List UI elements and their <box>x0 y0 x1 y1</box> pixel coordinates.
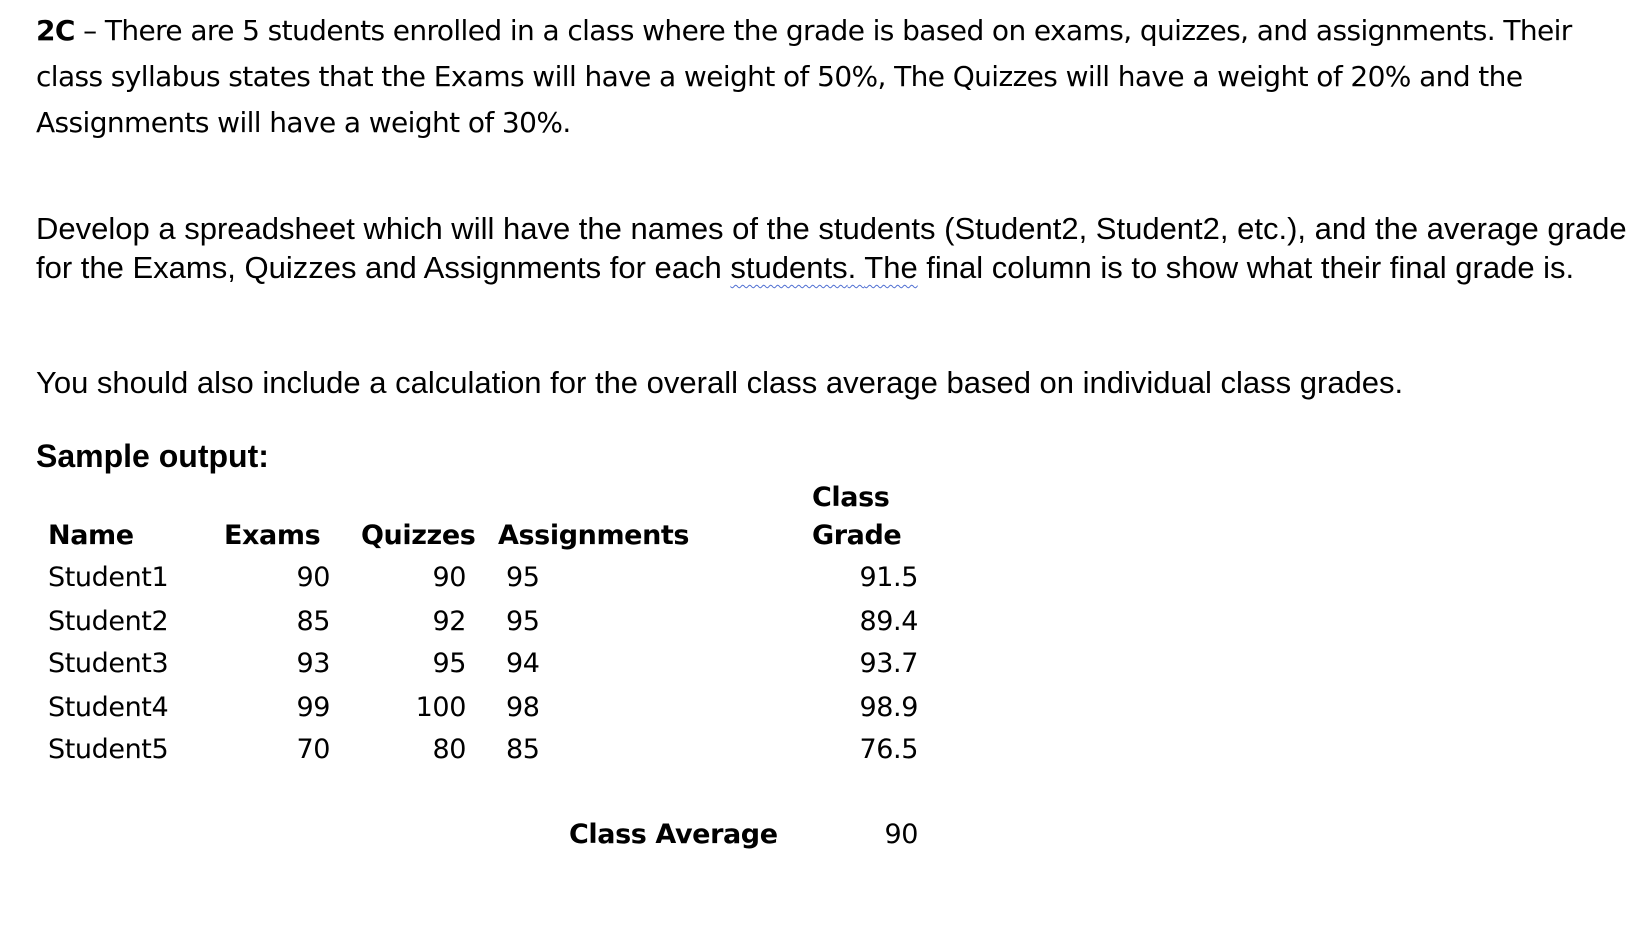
class-average-value: 90 <box>884 819 918 850</box>
header-class-grade-line1: Class <box>812 482 890 513</box>
instructions-paragraph <box>36 209 1636 287</box>
row-name: Student4 <box>48 692 169 723</box>
row-exams: 93 <box>296 648 330 679</box>
intro-dash: – <box>74 14 105 47</box>
flagged-word-text: students <box>730 250 848 285</box>
instructions-text-2: final column is to show what their final grade is. <box>917 250 1575 285</box>
row-name: Student1 <box>48 562 169 593</box>
header-assignments: Assignments <box>498 520 690 551</box>
row-assignments: 95 <box>506 562 540 593</box>
spellcheck-flagged-word <box>730 250 917 285</box>
header-quizzes: Quizzes <box>361 520 476 551</box>
sample-output-heading: Sample output: <box>36 438 269 474</box>
row-assignments: 98 <box>506 692 540 723</box>
row-class-grade: 91.5 <box>859 562 918 593</box>
problem-label: 2C <box>36 14 75 47</box>
row-quizzes: 95 <box>432 648 466 679</box>
row-assignments: 95 <box>506 606 540 637</box>
row-class-grade: 76.5 <box>859 734 918 765</box>
row-quizzes: 92 <box>432 606 466 637</box>
header-class-grade-line2: Grade <box>812 520 902 551</box>
row-quizzes: 100 <box>415 692 466 723</box>
row-name: Student3 <box>48 648 169 679</box>
row-name: Student2 <box>48 606 169 637</box>
row-assignments: 85 <box>506 734 540 765</box>
header-name: Name <box>48 520 134 551</box>
row-exams: 70 <box>296 734 330 765</box>
row-assignments: 94 <box>506 648 540 679</box>
row-quizzes: 80 <box>432 734 466 765</box>
header-exams: Exams <box>224 520 321 551</box>
row-class-grade: 98.9 <box>859 692 918 723</box>
row-class-grade: 89.4 <box>859 606 918 637</box>
row-exams: 90 <box>296 562 330 593</box>
intro-paragraph <box>36 8 1636 146</box>
row-exams: 99 <box>296 692 330 723</box>
class-average-label: Class Average <box>569 819 778 850</box>
flagged-word-text-2: The <box>864 250 918 285</box>
row-quizzes: 90 <box>432 562 466 593</box>
flagged-separator: . <box>847 250 865 285</box>
instructions-text-1: Develop a spreadsheet which will have the names of the students (Student2, Student2, etc.), and the average grade for the Exams, Quizzes and Assignments for each <box>36 211 1627 285</box>
row-class-grade: 93.7 <box>859 648 918 679</box>
row-exams: 85 <box>296 606 330 637</box>
class-average-note: You should also include a calculation for the overall class average based on individual class grades. <box>36 365 1404 400</box>
row-name: Student5 <box>48 734 169 765</box>
intro-text: There are 5 students enrolled in a class where the grade is based on exams, quizzes, and assignments. Their class syllabus states that the Exams will have a weight of 50%, The Quizzes will have a weight of 20% and the Assignments will have a weight of 30%. <box>36 14 1572 139</box>
